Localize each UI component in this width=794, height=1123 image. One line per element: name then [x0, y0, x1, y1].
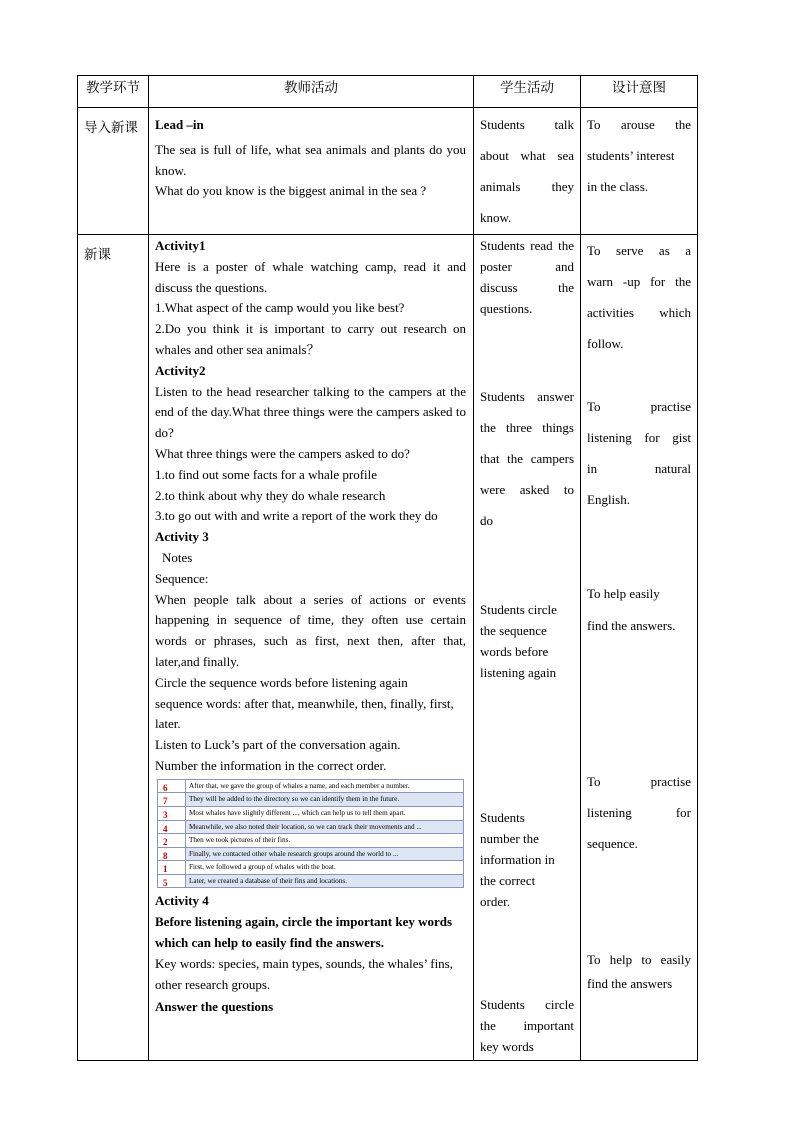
student-line: about what sea — [480, 148, 574, 163]
student-line: the sequence — [480, 623, 547, 638]
ordering-row — [158, 834, 464, 848]
lead-in-line1: The sea is full of life, what sea animals and plants do you know. — [155, 141, 466, 178]
student-line: animals they — [480, 179, 574, 194]
teacher-new-lesson — [149, 235, 474, 1061]
ordering-text: Meanwhile, we also noted their location, so we can track their movements and ... — [186, 820, 464, 834]
design-line: listening for — [587, 805, 691, 820]
ordering-row — [158, 847, 464, 861]
ordering-number: 1 — [158, 861, 186, 875]
header-teacher-activity: 教师活动 — [149, 76, 474, 108]
ordering-table — [157, 779, 464, 889]
header-student-activity: 学生活动 — [474, 76, 581, 108]
ordering-row — [158, 874, 464, 888]
stage-new-lesson: 新课 — [78, 235, 149, 1061]
design-line: warn -up for the — [587, 274, 691, 289]
student-line: order. — [480, 894, 510, 909]
lead-in-line2: What do you know is the biggest animal in the sea ? — [155, 183, 427, 199]
student-activity3-number — [480, 807, 574, 912]
design-line: To serve as a — [587, 243, 691, 258]
header-design-intent: 设计意图 — [581, 76, 698, 108]
activity3-title: Activity 3 — [155, 529, 209, 545]
teacher-lead-in — [149, 108, 474, 235]
stage-lead-in: 导入新课 — [78, 108, 149, 235]
student-line: know. — [480, 210, 512, 225]
ordering-number: 4 — [158, 820, 186, 834]
activity1-title: Activity1 — [155, 238, 206, 253]
student-line: Students circle — [480, 602, 557, 617]
ordering-row — [158, 779, 464, 793]
ordering-text: Later, we created a database of their fins and locations. — [186, 874, 464, 888]
row-lead-in — [78, 108, 698, 235]
activity3-notes: Notes — [162, 549, 193, 565]
ordering-text: Most whales have slightly different ..., which can help us to tell them apart. — [186, 806, 464, 820]
student-line: the three things — [480, 420, 574, 435]
student-line: do — [480, 513, 493, 528]
design-line: activities which — [587, 305, 691, 320]
design-activity4 — [587, 948, 691, 996]
ordering-number: 3 — [158, 806, 186, 820]
student-activity3 — [480, 599, 574, 683]
activity2-item1: 1.to find out some facts for a whale profile — [155, 466, 378, 482]
activity1-q2: 2.Do you think it is important to carry out research on whales and other sea animals？ — [155, 321, 466, 357]
student-lead-in — [474, 108, 581, 235]
header-stage: 教学环节 — [78, 76, 149, 108]
student-activity2 — [480, 381, 574, 536]
design-line: English. — [587, 492, 630, 507]
lesson-plan-table — [77, 75, 698, 1061]
student-line: the correct — [480, 873, 536, 888]
design-line: in the class. — [587, 179, 649, 194]
lead-in-title: Lead –in — [155, 117, 204, 132]
student-line: Students answer — [480, 389, 574, 404]
student-activity1: Students read the poster and discuss the questions. — [480, 238, 574, 316]
ordering-row — [158, 806, 464, 820]
student-activity4 — [480, 994, 574, 1057]
design-line: To practise — [587, 399, 691, 414]
student-line: Students talk — [480, 117, 574, 132]
ordering-number: 2 — [158, 834, 186, 848]
student-line: were asked to — [480, 482, 574, 497]
ordering-row — [158, 820, 464, 834]
design-activity3-sequence — [587, 766, 691, 859]
activity3-sequence-words: sequence words: after that, meanwhile, then, finally, first, later. — [155, 695, 454, 732]
activity2-intro: Listen to the head researcher talking to the campers at the end of the day.What three things were the campers asked to do? — [155, 383, 466, 441]
design-line: To help easily — [587, 586, 660, 601]
student-line: key words — [480, 1039, 534, 1054]
activity3-sequence-label: Sequence: — [155, 570, 209, 586]
design-line: To practise — [587, 774, 691, 789]
activity1-intro: Here is a poster of whale watching camp, read it and discuss the questions. — [155, 258, 466, 295]
header-row — [78, 76, 698, 108]
student-line: the important — [480, 1018, 574, 1033]
student-line: information in — [480, 852, 555, 867]
ordering-number: 8 — [158, 847, 186, 861]
student-line: number the — [480, 831, 539, 846]
row-new-lesson — [78, 235, 698, 1061]
ordering-text: Finally, we contacted other whale research groups around the world to ... — [186, 847, 464, 861]
design-lead-in — [581, 108, 698, 235]
ordering-text: They will be added to the directory so we can identify them in the future. — [186, 793, 464, 807]
activity1-q1: 1.What aspect of the camp would you like best? — [155, 300, 405, 316]
design-line: students’ interest — [587, 148, 675, 163]
design-line: sequence. — [587, 836, 638, 851]
activity2-title: Activity2 — [155, 362, 206, 378]
design-line: To arouse the — [587, 117, 691, 132]
activity3-number-instruction: Number the information in the correct order. — [155, 757, 387, 773]
activity3-paragraph: When people talk about a series of actions or events happening in sequence of time, they often use certain words or phrases, such as first, next then, after that, later,and finally. — [155, 591, 466, 669]
student-line: words before — [480, 644, 549, 659]
activity4-title: Activity 4 — [155, 893, 209, 909]
ordering-number: 6 — [158, 779, 186, 793]
design-new-lesson — [581, 235, 698, 1061]
design-activity1 — [587, 235, 691, 359]
design-line: listening for gist — [587, 430, 691, 445]
activity2-item3: 3.to go out with and write a report of the work they do — [155, 508, 438, 524]
ordering-row — [158, 861, 464, 875]
student-line: listening again — [480, 665, 557, 680]
activity3-circle-instruction: Circle the sequence words before listening again — [155, 674, 408, 690]
design-line: find the answers. — [587, 618, 676, 633]
activity2-question: What three things were the campers asked to do? — [155, 445, 410, 461]
activity4-answer-label: Answer the questions — [155, 999, 274, 1015]
activity4-key-words: Key words: species, main types, sounds, the whales’ fins, other research groups. — [155, 955, 453, 992]
ordering-number: 5 — [158, 874, 186, 888]
design-activity3 — [587, 578, 691, 642]
design-activity2 — [587, 391, 691, 515]
design-line: follow. — [587, 336, 624, 351]
student-line: Students — [480, 810, 525, 825]
ordering-text: First, we followed a group of whales with the boat. — [186, 861, 464, 875]
ordering-text: Then we took pictures of their fins. — [186, 834, 464, 848]
student-line: Students circle — [480, 997, 574, 1012]
student-new-lesson — [474, 235, 581, 1061]
ordering-text: After that, we gave the group of whales a name, and each member a number. — [186, 779, 464, 793]
activity3-listen-instruction: Listen to Luck’s part of the conversation again. — [155, 737, 401, 753]
activity2-item2: 2.to think about why they do whale research — [155, 487, 386, 503]
design-line: To help to easily — [587, 952, 691, 967]
design-line: in natural — [587, 461, 691, 476]
ordering-number: 7 — [158, 793, 186, 807]
activity4-instruction: Before listening again, circle the important key words which can help to easily find the answers. — [155, 914, 453, 951]
ordering-row — [158, 793, 464, 807]
design-line: find the answers — [587, 976, 673, 991]
student-line: that the campers — [480, 451, 574, 466]
